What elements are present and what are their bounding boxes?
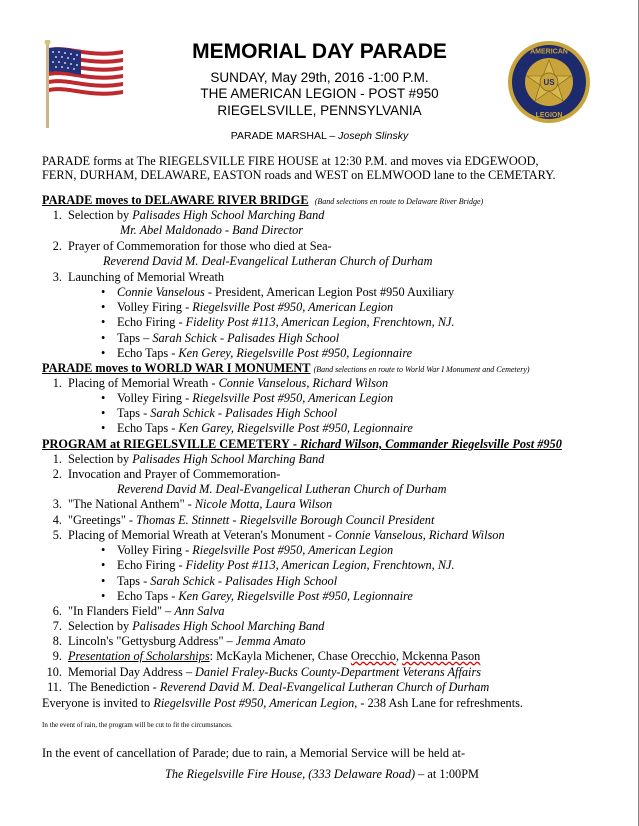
item-name: : McKayla Michener, Chase [209,649,351,663]
venue-name: The Riegelsville Fire House, (333 Delaware Road) [165,767,416,781]
intro-line-1: PARADE forms at The RIEGELSVILLE FIRE HOUSE at 12:30 P.M. and moves via EDGEWOOD, [42,154,539,168]
item-name: Palisades High School Marching Band [132,452,325,466]
place-line: RIEGELSVILLE, PENNSYLVANIA [217,103,422,118]
bullet-text: Volley Firing - [117,543,193,557]
item-number: 6. [52,604,62,618]
bullet-name: Fidelity Post #113, American Legion, Frenchtown, NJ. [185,558,455,572]
marshal-label: PARADE MARSHAL – [230,130,336,142]
bullet-text: Taps - [117,574,151,588]
item-number: 7. [52,619,62,633]
item-number: 9. [52,649,62,663]
section-2-title: PARADE moves to WORLD WAR I MONUMENT [42,361,311,375]
section-3-heading [42,437,562,452]
item-text: "In Flanders Field" – [68,604,175,618]
bullet-name: Sarah Schick - Palisades High School [150,574,338,588]
bullet-name: Sarah Schick - Palisades High School [150,406,338,420]
item-name: Mckenna Pason [402,649,481,663]
bullet-item [117,406,337,421]
item-number: 1. [52,452,62,466]
item-number: 4. [52,513,62,527]
item-text: "Greetings" - [68,513,137,527]
bullet-item [117,391,393,406]
section-1-title: PARADE moves to DELAWARE RIVER BRIDGE [42,193,309,207]
intro-line-2: FERN, DURHAM, DELAWARE, EASTON roads and WEST on ELMWOOD lane to the CEMETARY. [42,168,556,182]
item-text: Launching of Memorial Wreath [68,270,225,284]
invitation [42,696,523,711]
bullet-text: Volley Firing - [117,391,193,405]
item-number: 2. [52,467,62,481]
item-text: Lincoln's "Gettysburg Address" – [68,634,236,648]
item-text: Presentation of Scholarships [68,649,210,663]
list-item [42,270,224,285]
item-text: Placing of Memorial Wreath at Veteran's Monument - [68,528,335,542]
section-2-heading [42,361,530,376]
item-text: Invocation and Prayer of Commemoration- [68,467,281,481]
list-item-subline: Mr. Abel Maldonado - Band Director [120,223,304,237]
list-item [42,452,324,467]
list-item [42,467,280,482]
bullet-text: - President, American Legion Post #950 Auxiliary [204,285,455,299]
bullet-name: Fidelity Post #113, American Legion, Frenchtown, NJ. [185,315,455,329]
bullet-name: Ken Garey, Riegelsville Post #950, Legionnaire [178,589,413,603]
item-name: Orecchio [350,649,396,663]
bullet-name: Connie Vanselous [117,285,205,299]
org-line: THE AMERICAN LEGION - POST #950 [200,86,439,101]
item-text: The Benediction - [68,680,160,694]
parade-marshal [0,130,639,142]
item-name: Thomas E. Stinnett - Riegelsville Borough Council President [136,513,435,527]
list-item [42,604,225,619]
item-separator: , [395,649,403,663]
bullet-name: Ken Garey, Riegelsville Post #950, Legionnaire [178,421,413,435]
item-name: Daniel Fraley-Bucks County-Department Veterans Affairs [195,665,482,679]
bullet-name: Ken Gerey, Riegelsville Post #950, Legionnaire [178,346,413,360]
bullet-text: Taps – [117,331,153,345]
list-item [42,634,306,649]
item-number: 11. [47,680,62,694]
list-item-subline: Reverend David M. Deal-Evangelical Lutheran Church of Durham [117,482,447,496]
item-name: Jemma Amato [235,634,306,648]
section-1-note: (Band selections en route to Delaware River Bridge) [314,197,484,206]
bullet-text: Echo Firing - [117,315,186,329]
bullet-name: Riegelsville Post #950, American Legion [192,300,394,314]
item-number: 3. [52,497,62,511]
list-item [42,528,505,543]
bullet-item [117,421,413,436]
list-item [42,497,332,512]
bullet-text: Volley Firing - [117,300,193,314]
item-name: Connie Vanselous, Richard Wilson [218,376,389,390]
invite-text: , - 238 Ash Lane for refreshments. [354,696,523,710]
bullet-item [117,558,455,573]
rain-note: In the event of rain, the program will be cut to fit the circumstances. [42,721,233,729]
bullet-text: Taps - [117,406,151,420]
list-item-subline: Reverend David M. Deal-Evangelical Lutheran Church of Durham [103,254,433,268]
item-text: Selection by [68,619,133,633]
item-name: Ann Salva [174,604,225,618]
marshal-name: Joseph Slinsky [338,130,409,142]
list-item [42,376,388,391]
item-text: Placing of Memorial Wreath - [68,376,219,390]
bullet-text: Echo Taps - [117,589,179,603]
item-number: 2. [52,239,62,253]
item-text: Prayer of Commemoration for those who died at Sea- [68,239,332,253]
date-line: SUNDAY, May 29th, 2016 -1:00 P.M. [210,70,429,85]
item-text: "The National Anthem" - [68,497,195,511]
bullet-item [117,285,454,300]
list-item [42,239,332,254]
bullet-name: Riegelsville Post #950, American Legion [192,391,394,405]
item-number: 8. [52,634,62,648]
item-name: Palisades High School Marching Band [132,208,325,222]
item-number: 10. [46,665,62,679]
bullet-item [117,589,413,604]
item-name: Nicole Motta, Laura Wilson [194,497,333,511]
page-title: MEMORIAL DAY PARADE [192,40,447,63]
bullet-text: Echo Taps - [117,346,179,360]
section-3-commander: - Richard Wilson, Commander Riegelsville Post #950 [289,437,562,451]
invite-text: Everyone is invited to [42,696,154,710]
list-item [42,649,480,664]
alternate-venue [165,767,479,782]
section-3-title: PROGRAM at RIEGELSVILLE CEMETERY [42,437,290,451]
bullet-item [117,300,393,315]
bullet-text: Echo Firing - [117,558,186,572]
bullet-item [117,315,455,330]
bullet-name: Sarah Schick - Palisades High School [152,331,340,345]
seal-center-text: US [543,78,555,87]
item-name: Palisades High School Marching Band [132,619,325,633]
bullet-item [117,543,393,558]
section-2-note: (Band selections en route to World War I Monument and Cemetery) [313,365,530,374]
list-item [42,665,481,680]
seal-top-text: AMERICAN [530,48,568,56]
bullet-item [117,574,337,589]
bullet-name: Riegelsville Post #950, American Legion [192,543,394,557]
venue-time: – at 1:00PM [415,767,479,781]
list-item [42,208,324,223]
list-item [42,513,434,528]
list-item [42,680,489,695]
bullet-item [117,346,412,361]
item-text: Selection by [68,208,133,222]
item-number: 1. [52,208,62,222]
item-name: Reverend David M. Deal-Evangelical Lutheran Church of Durham [159,680,490,694]
item-number: 1. [52,376,62,390]
item-name: Connie Vanselous, Richard Wilson [334,528,505,542]
item-number: 3. [52,270,62,284]
bullet-item [117,331,339,346]
cancellation-note: In the event of cancellation of Parade; due to rain, a Memorial Service will be held at- [42,746,466,760]
list-item [42,619,324,634]
seal-bottom-text: LEGION [535,112,563,119]
bullet-text: Echo Taps - [117,421,179,435]
invite-host: Riegelsville Post #950, American Legion [153,696,355,710]
section-1-heading [42,193,483,208]
item-number: 5. [52,528,62,542]
item-text: Memorial Day Address – [68,665,196,679]
item-text: Selection by [68,452,133,466]
